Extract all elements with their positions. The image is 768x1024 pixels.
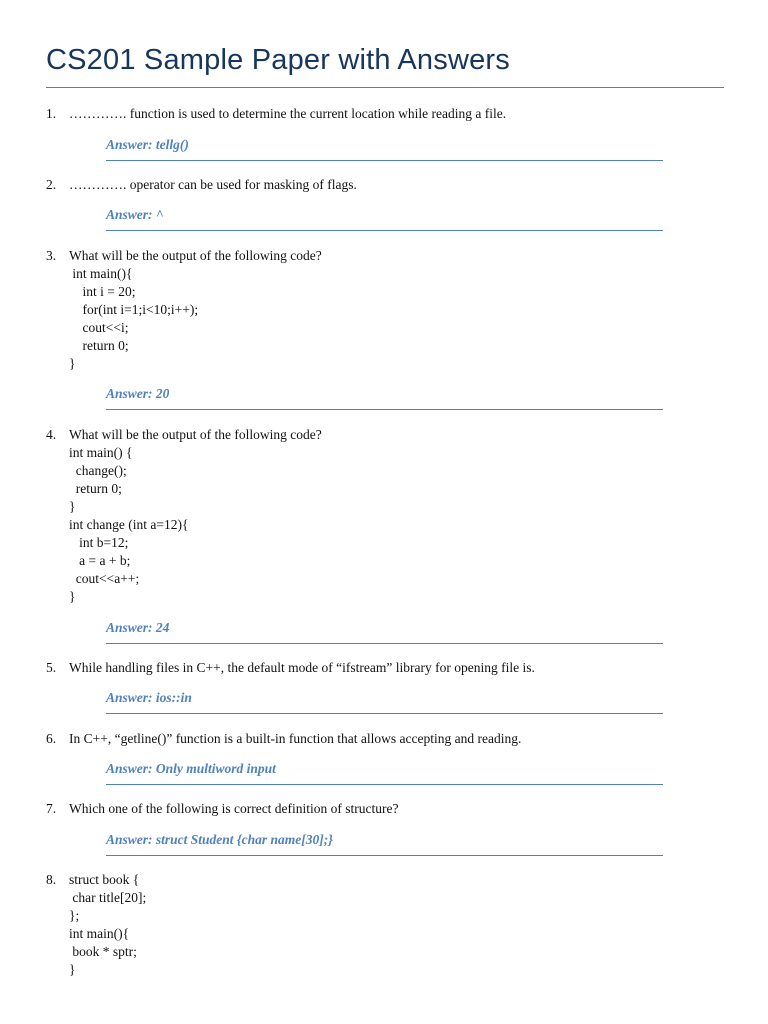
question-number: 5. (46, 660, 57, 675)
question-number: 6. (46, 731, 57, 746)
answer-7: Answer: struct Student {char name[30];} (106, 831, 663, 856)
question-number: 3. (46, 248, 57, 263)
question-text: …………. operator can be used for masking of flags. (69, 177, 357, 192)
question-code: struct book { char title[20]; }; int main(){ book * sptr; } (69, 872, 147, 977)
question-number: 7. (46, 801, 57, 816)
question-number: 4. (46, 427, 57, 442)
question-code: What will be the output of the following code? int main(){ int i = 20; for(int i=1;i<10;i++); cout<<i; return 0; } (69, 248, 322, 371)
question-number: 8. (46, 872, 57, 887)
page-title: CS201 Sample Paper with Answers (46, 44, 510, 76)
question-text: In C++, “getline()” function is a built-in function that allows accepting and reading. (69, 731, 522, 746)
question-code: What will be the output of the following code? int main() { change(); return 0; } int change (int a=12){ int b=12; a = a + b; cout<<a++; } (69, 427, 322, 604)
answer-1: Answer: tellg() (106, 136, 663, 161)
answer-2: Answer: ^ (106, 206, 663, 231)
question-text: While handling files in C++, the default mode of “ifstream” library for opening file is. (69, 660, 535, 675)
answer-5: Answer: ios::in (106, 689, 663, 714)
question-text: …………. function is used to determine the current location while reading a file. (69, 106, 507, 121)
answer-6: Answer: Only multiword input (106, 760, 663, 785)
question-text: Which one of the following is correct definition of structure? (69, 801, 399, 816)
answer-3: Answer: 20 (106, 385, 663, 410)
question-number: 2. (46, 177, 57, 192)
answer-4: Answer: 24 (106, 619, 663, 644)
question-number: 1. (46, 106, 57, 121)
title-divider (46, 87, 724, 88)
